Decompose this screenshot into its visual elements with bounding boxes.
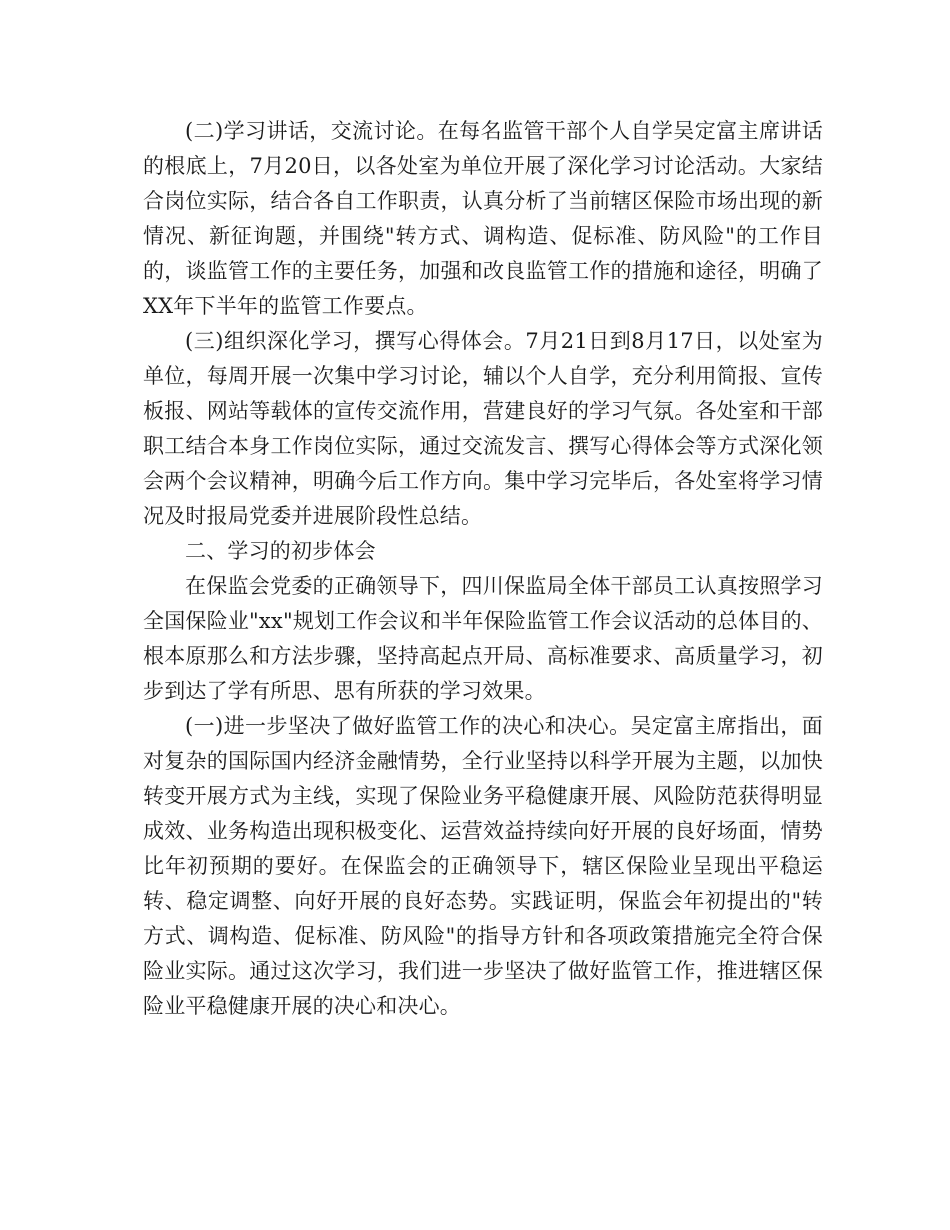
paragraph-study-discussion: (二)学习讲话，交流讨论。在每名监管干部个人自学吴定富主席讲话的根底上，7月20日，以各处室为单位开展了深化学习讨论活动。大家结合岗位实际，结合各自工作职责，认真分析了当前辖区保险市场出现的新情况、新征询题，并围绕"转方式、调构造、促标准、防风险"的工作目的，谈监管工作的主要任务，加强和改良监管工作的措施和途径，明确了XX年下半年的监管工作要点。: [143, 119, 823, 318]
section-heading: 二、学习的初步体会: [185, 539, 376, 563]
paragraph-determination: (一)进一步坚决了做好监管工作的决心和决心。吴定富主席指出，面对复杂的国际国内经济金融情势，全行业坚持以科学开展为主题，以加快转变开展方式为主线，实现了保险业务平稳健康开展、风险防范获得明显成效、业务构造出现积极变化、运营效益持续向好开展的良好场面，情势比年初预期的要好。在保监会的正确领导下，辖区保险业呈现出平稳运转、稳定调整、向好开展的良好态势。实践证明，保监会年初提出的"转方式、调构造、促标准、防风险"的指导方针和各项政策措施完全符合保险业实际。通过这次学习，我们进一步坚决了做好监管工作，推进辖区保险业平稳健康开展的决心和决心。: [143, 714, 823, 1018]
paragraph-leadership: 在保监会党委的正确领导下，四川保监局全体干部员工认真按照学习全国保险业"xx"规划工作会议和半年保险监管工作会议活动的总体目的、根本原那么和方法步骤，坚持高起点开局、高标准要求、高质量学习，初步到达了学有所思、思有所获的学习效果。: [143, 574, 823, 703]
paragraph-deep-study: (三)组织深化学习，撰写心得体会。7月21日到8月17日，以处室为单位，每周开展一次集中学习讨论，辅以个人自学，充分利用简报、宣传板报、网站等载体的宣传交流作用，营建良好的学习气氛。各处室和干部职工结合本身工作岗位实际，通过交流发言、撰写心得体会等方式深化领会两个会议精神，明确今后工作方向。集中学习完毕后，各处室将学习情况及时报局党委并进展阶段性总结。: [143, 329, 823, 528]
document-body: [143, 114, 823, 1024]
